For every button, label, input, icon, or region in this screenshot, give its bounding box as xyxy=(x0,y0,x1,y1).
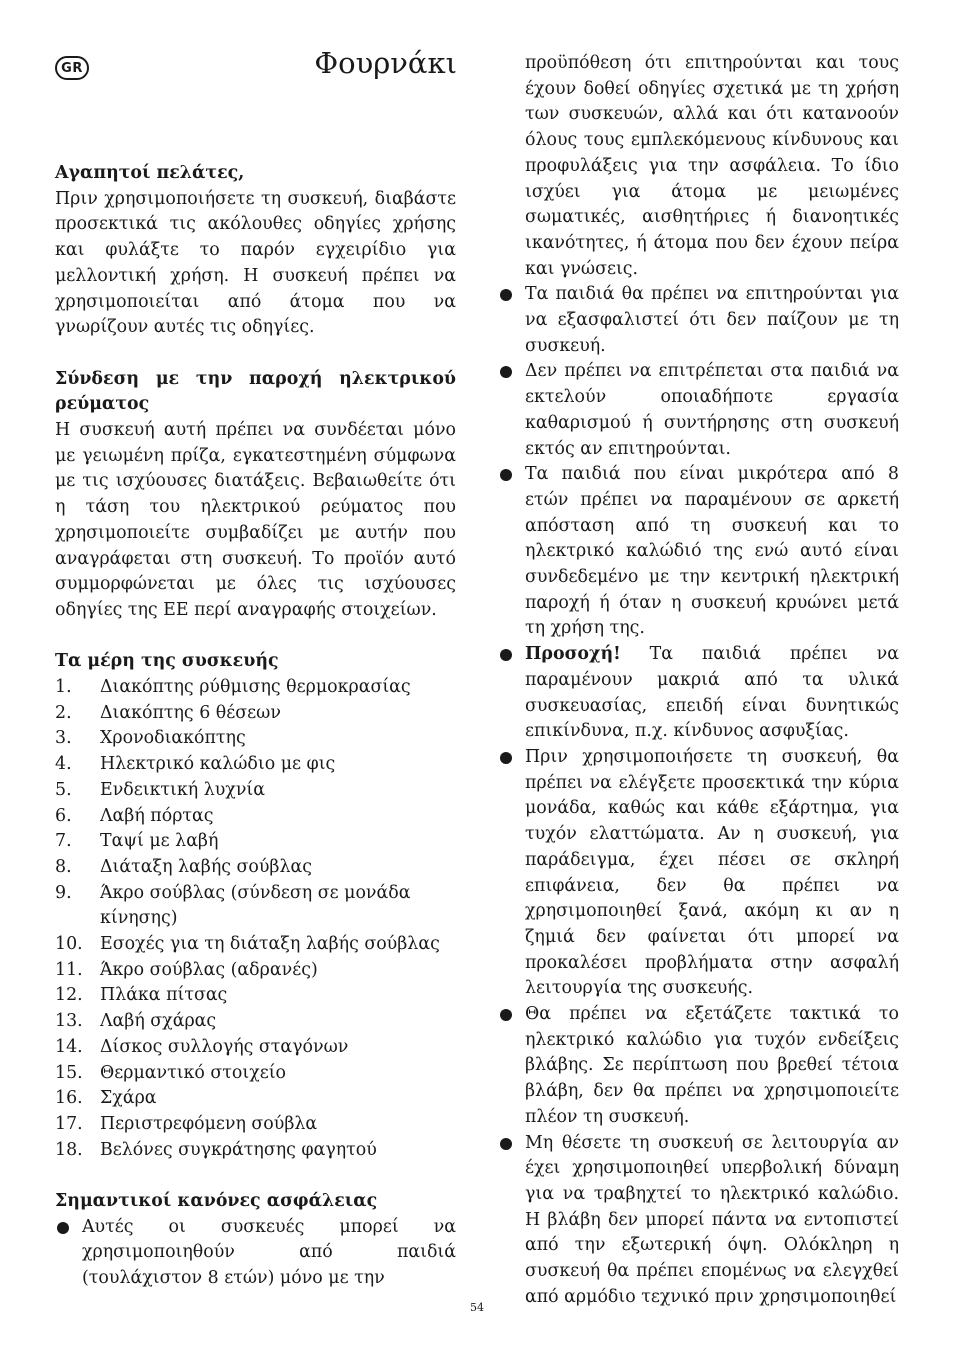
list-item: 7. Ταψί με λαβή xyxy=(55,831,219,852)
list-item: 11. Άκρο σούβλας (αδρανές) xyxy=(55,959,318,980)
list-item: 8. Διάταξη λαβής σούβλας xyxy=(55,856,312,877)
page-number: 54 xyxy=(470,1301,484,1314)
bullet-dot-icon xyxy=(500,1009,512,1021)
intro-text: Πριν χρησιμοποιήσετε τη συσκευή, διαβάστε προσεκτικά τις ακόλουθες οδηγίες χρήσης και φυλάξτε το παρόν εγχειρίδιο για μελλοντική χρήση. Η συσκευή πρέπει να χρησιμοποιείται από άτομα που να γνωρίζουν αυτές τις οδηγίες. xyxy=(55,188,456,338)
bullet-item: Αυτές οι συσκευές μπορεί να χρησιμοποιηθούν από παιδιά (τουλάχιστον 8 ετών) μόνο με την xyxy=(55,1215,456,1292)
connection-heading: Σύνδεση με την παροχή ηλεκτρικού ρεύματος xyxy=(55,368,456,415)
list-item: 13. Λαβή σχάρας xyxy=(55,1011,217,1032)
list-item: 1. Διακόπτης ρύθμισης θερμοκρασίας xyxy=(55,677,411,698)
bullet-item: Προσοχή! Τα παιδιά πρέπει να παραμένουν μακριά από τα υλικά συσκευασίας, επειδή είναι δυνητικώς επικίνδυνα, π.χ. κίνδυνος ασφυξίας. xyxy=(498,642,899,745)
parts-heading: Τα μέρη της συσκευής xyxy=(55,651,279,672)
list-item: 18. Βελόνες συγκράτησης φαγητού xyxy=(55,1139,377,1160)
bullet-dot-icon xyxy=(500,366,512,378)
bullet-dot-icon xyxy=(500,289,512,301)
bullet-dot-icon xyxy=(500,469,512,481)
intro-heading: Αγαπητοί πελάτες, xyxy=(55,163,245,183)
connection-text: Η συσκευή αυτή πρέπει να συνδέεται μόνο με γειωμένη πρίζα, εγκατεστημένη σύμφωνα με τις ισχύουσες διατάξεις. Βεβαιωθείτε ότι η τάση του ηλεκτρικού ρεύματος που χρησιμοποιείτε συμβαδίζει με αυτήν που αναγράφεται στη συσκευή. Το προϊόν αυτό συμμορφώνεται με όλες τις ισχύουσες οδηγίες της ΕΕ περί αναγραφής στοιχείων. xyxy=(55,420,456,620)
bullet-item-continuation: προϋπόθεση ότι επιτηρούνται και τους έχουν δοθεί οδηγίες σχετικά με τη χρήση των συσκευών, αλλά και ότι κατανοούν όλους τους εμπλεκόμενους κίνδυνους και προφυλάξεις για την ασφάλεια. Το ίδιο ισχύει για άτομα με μειωμένες σωματικές, αισθητήριες ή διανοητικές ικανότητες, ή άτομα που δεν έχουν πείρα και γνώσεις. xyxy=(525,53,899,279)
bullet-dot-icon xyxy=(500,649,512,661)
bullet-item: Μη θέσετε τη συσκευή σε λειτουργία αν έχει χρησιμοποιηθεί υπερβολική δύναμη για να τραβηχτεί το ηλεκτρικό καλώδιο. Η βλάβη δεν μπορεί πάντα να εντοπιστεί από την εξωτερική όψη. Ολόκληρη η συσκευή θα πρέπει επομένως να ελεγχθεί από αρμόδιο τεχνικό πριν χρησιμοποιηθεί xyxy=(498,1131,899,1311)
bullet-dot-icon xyxy=(500,752,512,764)
bullet-dot-icon xyxy=(500,1138,512,1150)
bullet-dot-icon xyxy=(57,1222,69,1234)
list-item: 17. Περιστρεφόμενη σούβλα xyxy=(55,1113,318,1134)
list-item: 12. Πλάκα πίτσας xyxy=(55,985,228,1006)
list-item: 9. Άκρο σούβλας (σύνδεση σε μονάδα κίνησης) xyxy=(55,882,411,929)
bullet-item: Τα παιδιά θα πρέπει να επιτηρούνται για να εξασφαλιστεί ότι δεν παίζουν με τη συσκευή. xyxy=(498,282,899,359)
bullet-item: Δεν πρέπει να επιτρέπεται στα παιδιά να εκτελούν οποιαδήποτε εργασία καθαρισμού ή συντήρησης στη συσκευή εκτός αν επιτηρούνται. xyxy=(498,359,899,462)
left-column xyxy=(55,161,456,1292)
language-badge: GR xyxy=(55,56,89,80)
bullet-item: Πριν χρησιμοποιήσετε τη συσκευή, θα πρέπει να ελέγξετε προσεκτικά την κύρια μονάδα, καθώς και κάθε εξάρτημα, για τυχόν ελαττώματα. Αν η συσκευή, για παράδειγμα, έχει πέσει σε σκληρή επιφάνεια, δεν θα πρέπει να χρησιμοποιηθεί ξανά, ακόμη κι αν η ζημιά δεν φαίνεται ότι μπορεί να προκαλέσει προβλήματα στην ασφαλή λειτουργία της συσκευής. xyxy=(498,745,899,1002)
list-item: 6. Λαβή πόρτας xyxy=(55,805,214,826)
list-item: 2. Διακόπτης 6 θέσεων xyxy=(55,702,281,723)
list-item: 15. Θερμαντικό στοιχείο xyxy=(55,1062,287,1083)
list-item: 10. Εσοχές για τη διάταξη λαβής σούβλας xyxy=(55,934,440,955)
safety-heading: Σημαντικοί κανόνες ασφάλειας xyxy=(55,1191,378,1212)
list-item: 5. Ενδεικτική λυχνία xyxy=(55,779,265,800)
warning-label: Προσοχή! xyxy=(525,644,621,665)
bullet-item: Τα παιδιά που είναι μικρότερα από 8 ετών πρέπει να παραμένουν σε αρκετή απόσταση από τη συσκευή και το ηλεκτρικό καλώδιό της ενώ αυτό είναι συνδεδεμένο με την κεντρική ηλεκτρική παροχή ή όταν η συσκευή κρυώνει μετά τη χρήση της. xyxy=(498,462,899,642)
right-column xyxy=(498,51,899,1310)
page-title: Φουρνάκι xyxy=(314,46,457,80)
list-item: 4. Ηλεκτρικό καλώδιο με φις xyxy=(55,754,336,775)
list-item: 3. Χρονοδιακόπτης xyxy=(55,728,246,749)
safety-list-start xyxy=(55,1215,456,1292)
bullet-item: Θα πρέπει να εξετάζετε τακτικά το ηλεκτρικό καλώδιο για τυχόν ενδείξεις βλάβης. Σε περίπτωση που βρεθεί τέτοια βλάβη, δεν θα πρέπει να χρησιμοποιείτε πλέον τη συσκευή. xyxy=(498,1002,899,1131)
list-item: 16. Σχάρα xyxy=(55,1088,157,1109)
safety-list-continued xyxy=(498,51,899,1310)
parts-list xyxy=(55,675,456,1163)
list-item: 14. Δίσκος συλλογής σταγόνων xyxy=(55,1036,349,1057)
